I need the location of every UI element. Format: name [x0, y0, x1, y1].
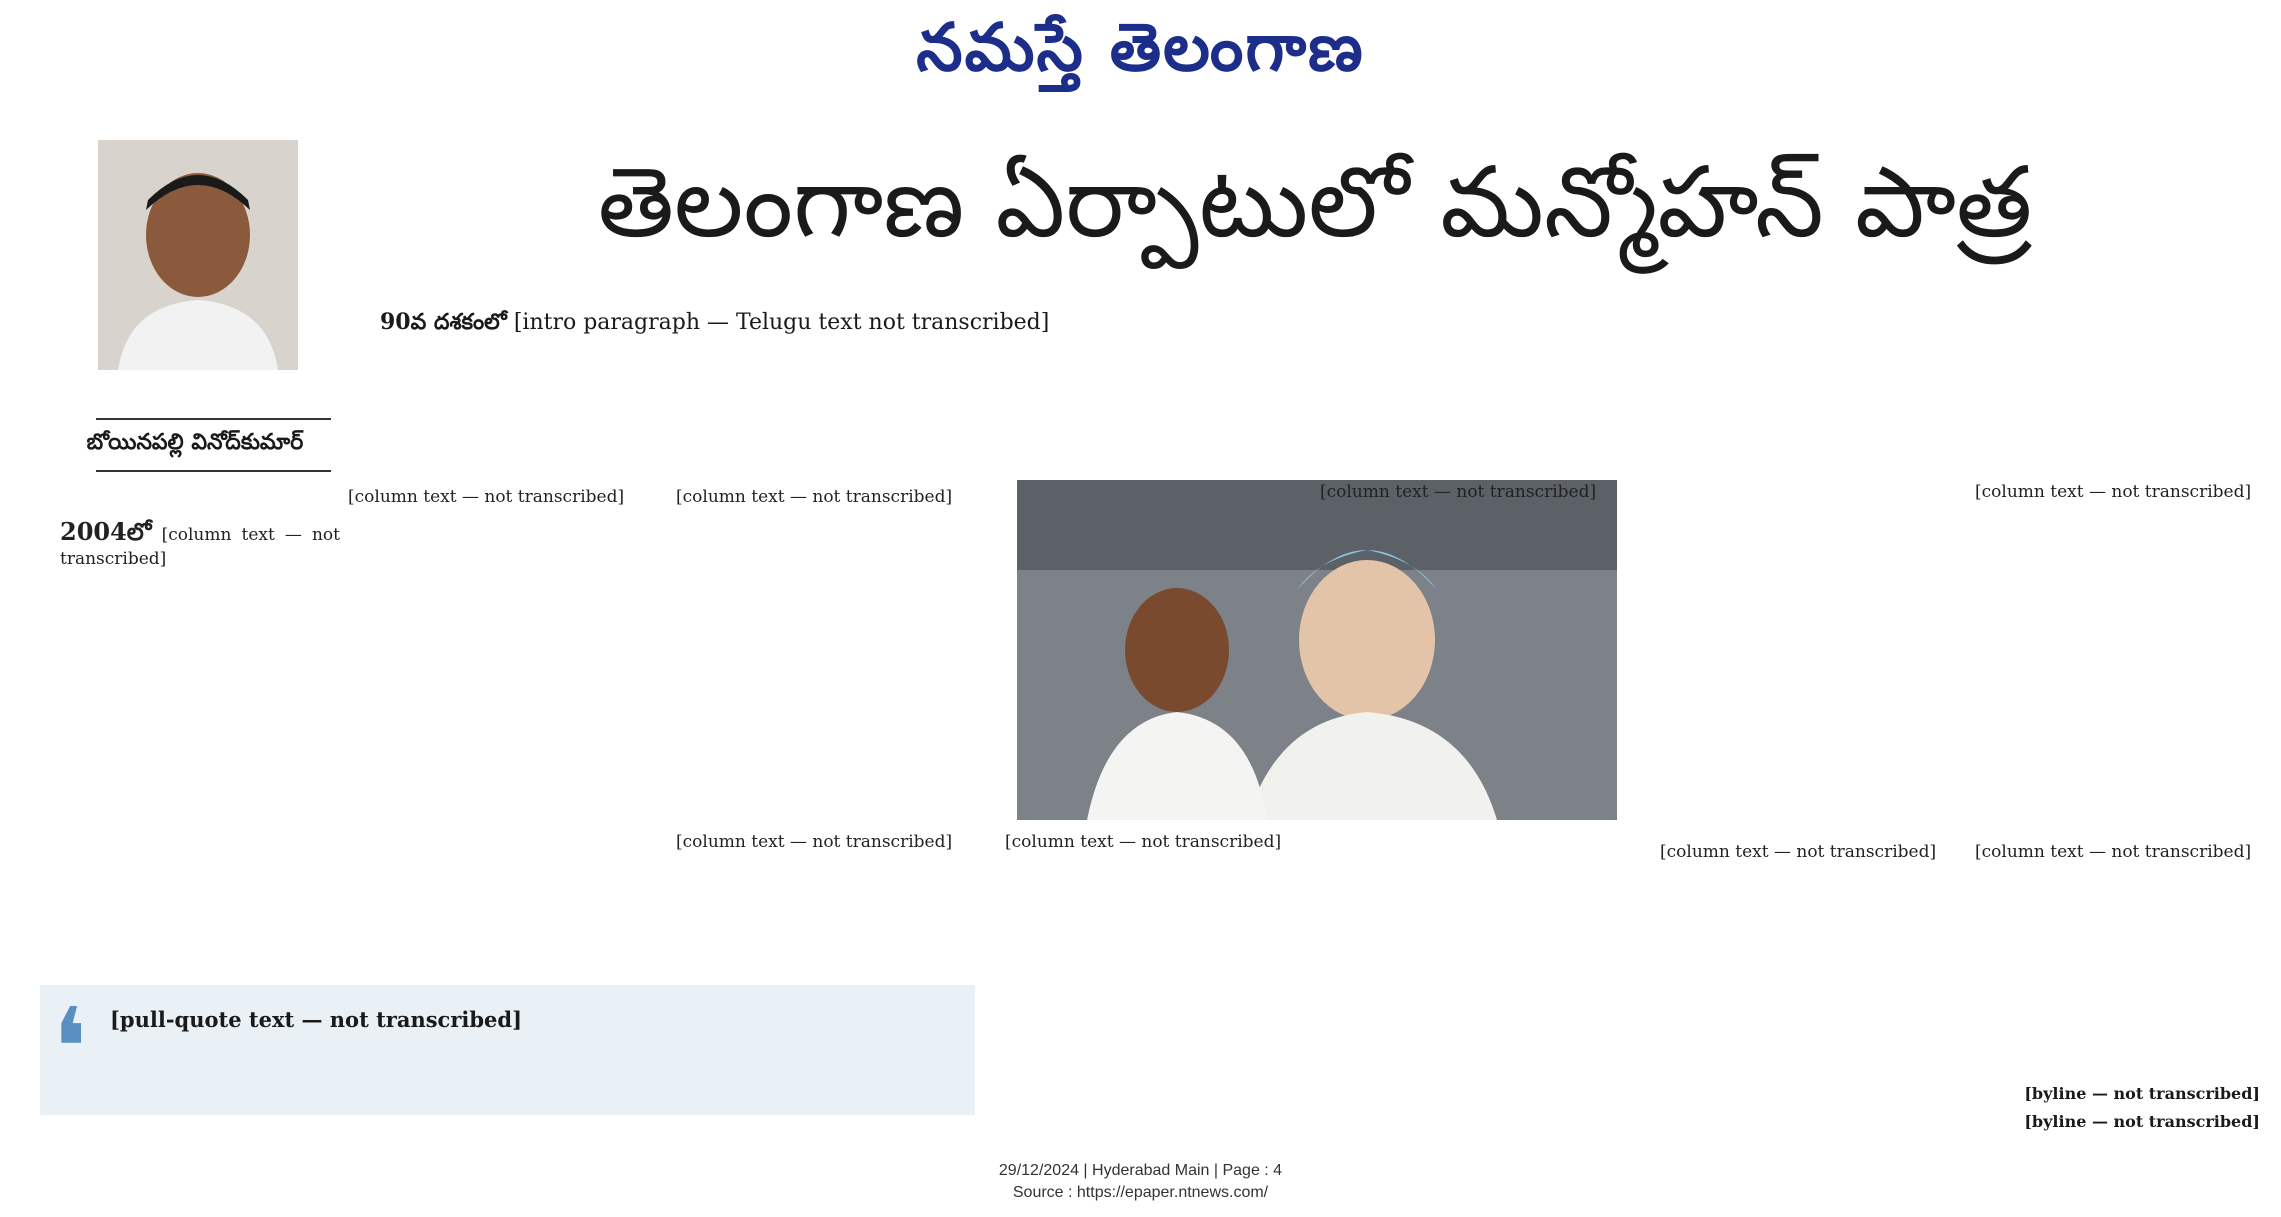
pull-quote-text: [pull-quote text — not transcribed] [110, 1007, 523, 1032]
edition-info: 29/12/2024 | Hyderabad Main | Page : 4 [998, 1162, 1283, 1179]
masthead: నమస్తే తెలంగాణ [916, 8, 1365, 86]
column-1 [60, 517, 340, 579]
column-3 [676, 485, 988, 517]
column-3-lower [676, 830, 988, 862]
byline [2010, 1080, 2260, 1136]
intro-text: [intro paragraph — Telugu text not transcribed] [506, 310, 1050, 335]
footer [0, 1160, 2281, 1204]
column-5b-text: [column text — not transcribed] [1660, 842, 1937, 862]
author-name: బోయినపల్లి వినోద్‌కుమార్ [86, 430, 304, 455]
news-photo [1017, 480, 1617, 820]
column-2 [348, 485, 660, 517]
author-rule-bottom [96, 470, 331, 472]
column-1-lead: 2004లో [60, 517, 152, 546]
column-4 [1005, 830, 1305, 862]
pull-quote [40, 985, 975, 1115]
column-6 [1975, 480, 2260, 512]
column-4-text: [column text — not transcribed] [1005, 832, 1282, 852]
source-link[interactable]: Source : https://epaper.ntnews.com/ [1012, 1184, 1269, 1201]
headline: తెలంగాణ ఏర్పాటులో మన్మోహన్ పాత్ర [597, 146, 2033, 260]
quote-icon: ❛ [52, 984, 88, 1112]
byline-line-2: [byline — not transcribed] [2024, 1112, 2260, 1131]
column-3b-text: [column text — not transcribed] [676, 832, 953, 852]
byline-line-1: [byline — not transcribed] [2024, 1084, 2260, 1103]
column-1-text: [column text — not transcribed] [60, 525, 340, 569]
column-3-text: [column text — not transcribed] [676, 487, 953, 507]
column-5-text: [column text — not transcribed] [1320, 482, 1597, 502]
author-photo [98, 140, 298, 370]
intro-lead: 90వ దశకంలో [380, 309, 507, 335]
column-2-text: [column text — not transcribed] [348, 487, 625, 507]
column-5 [1320, 480, 1620, 512]
intro-paragraph [380, 305, 2240, 340]
author-rule [96, 418, 331, 420]
column-6-lower [1975, 840, 2260, 872]
column-6b-text: [column text — not transcribed] [1975, 842, 2252, 862]
column-5-lower [1660, 840, 1960, 872]
column-6-text: [column text — not transcribed] [1975, 482, 2252, 502]
